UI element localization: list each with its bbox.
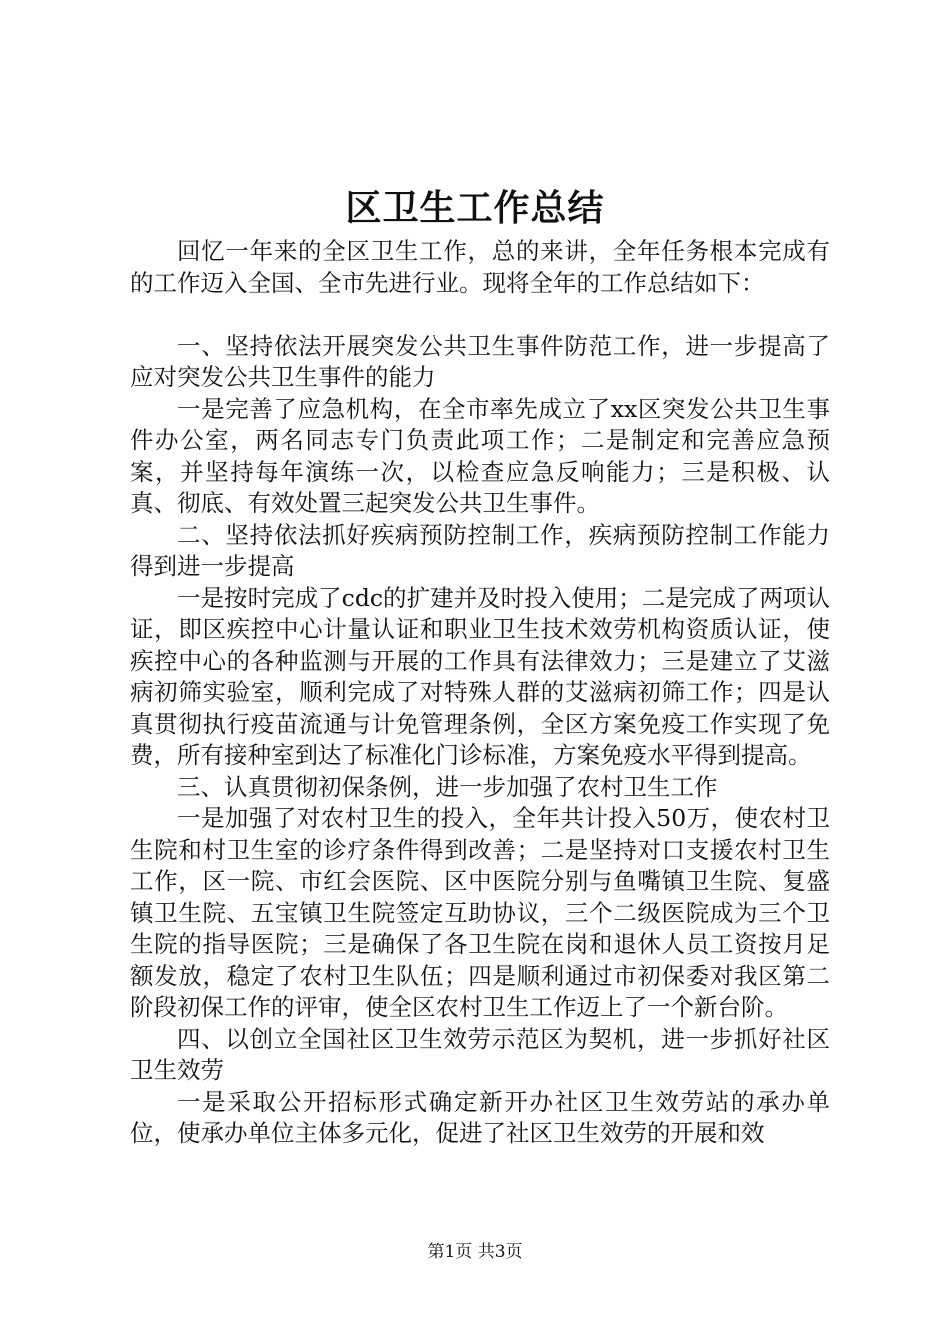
paragraph-gap bbox=[130, 299, 830, 331]
paragraph-section-1: 一是完善了应急机构，在全市率先成立了xx区突发公共卫生事件办公室，两名同志专门负责此项工作；二是制定和完善应急预案，并坚持每年演练一次，以检查应急反响能力；三是积极、认真、彻底、有效处置三起突发公共卫生事件。 bbox=[130, 394, 830, 517]
paragraph-section-3: 一是加强了对农村卫生的投入，全年共计投入50万，使农村卫生院和村卫生室的诊疗条件得到改善；二是坚持对口支援农村卫生工作，区一院、市红会医院、区中医院分别与鱼嘴镇卫生院、复盛镇卫生院、五宝镇卫生院签定互助协议，三个二级医院成为三个卫生院的指导医院；三是确保了各卫生院在岗和退休人员工资按月足额发放，稳定了农村卫生队伍；四是顺利通过市初保委对我区第二阶段初保工作的评审，使全区农村卫生工作迈上了一个新台阶。 bbox=[130, 804, 830, 1021]
section-heading-1: 一、坚持依法开展突发公共卫生事件防范工作，进一步提高了应对突发公共卫生事件的能力 bbox=[130, 331, 830, 391]
section-heading-4: 四、以创立全国社区卫生效劳示范区为契机，进一步抓好社区卫生效劳 bbox=[130, 1024, 830, 1084]
section-heading-2: 二、坚持依法抓好疾病预防控制工作，疾病预防控制工作能力得到进一步提高 bbox=[130, 520, 830, 580]
paragraph-intro: 回忆一年来的全区卫生工作，总的来讲，全年任务根本完成有的工作迈入全国、全市先进行业。现将全年的工作总结如下： bbox=[130, 237, 830, 297]
document-title: 区卫生工作总结 bbox=[345, 187, 605, 229]
page-number: 第1页 共3页 bbox=[427, 1242, 523, 1262]
paragraph-section-4: 一是采取公开招标形式确定新开办社区卫生效劳站的承办单位，使承办单位主体多元化，促进了社区卫生效劳的开展和效 bbox=[130, 1087, 830, 1147]
paragraph-section-2: 一是按时完成了cdc的扩建并及时投入使用；二是完成了两项认证，即区疾控中心计量认证和职业卫生技术效劳机构资质认证，使疾控中心的各种监测与开展的工作具有法律效力；三是建立了艾滋病初筛实验室，顺利完成了对特殊人群的艾滋病初筛工作；四是认真贯彻执行疫苗流通与计免管理条例，全区方案免疫工作实现了免费，所有接种室到达了标准化门诊标准，方案免疫水平得到提高。 bbox=[130, 583, 830, 769]
section-heading-3: 三、认真贯彻初保条例，进一步加强了农村卫生工作 bbox=[177, 772, 718, 801]
document-body bbox=[130, 236, 830, 1150]
